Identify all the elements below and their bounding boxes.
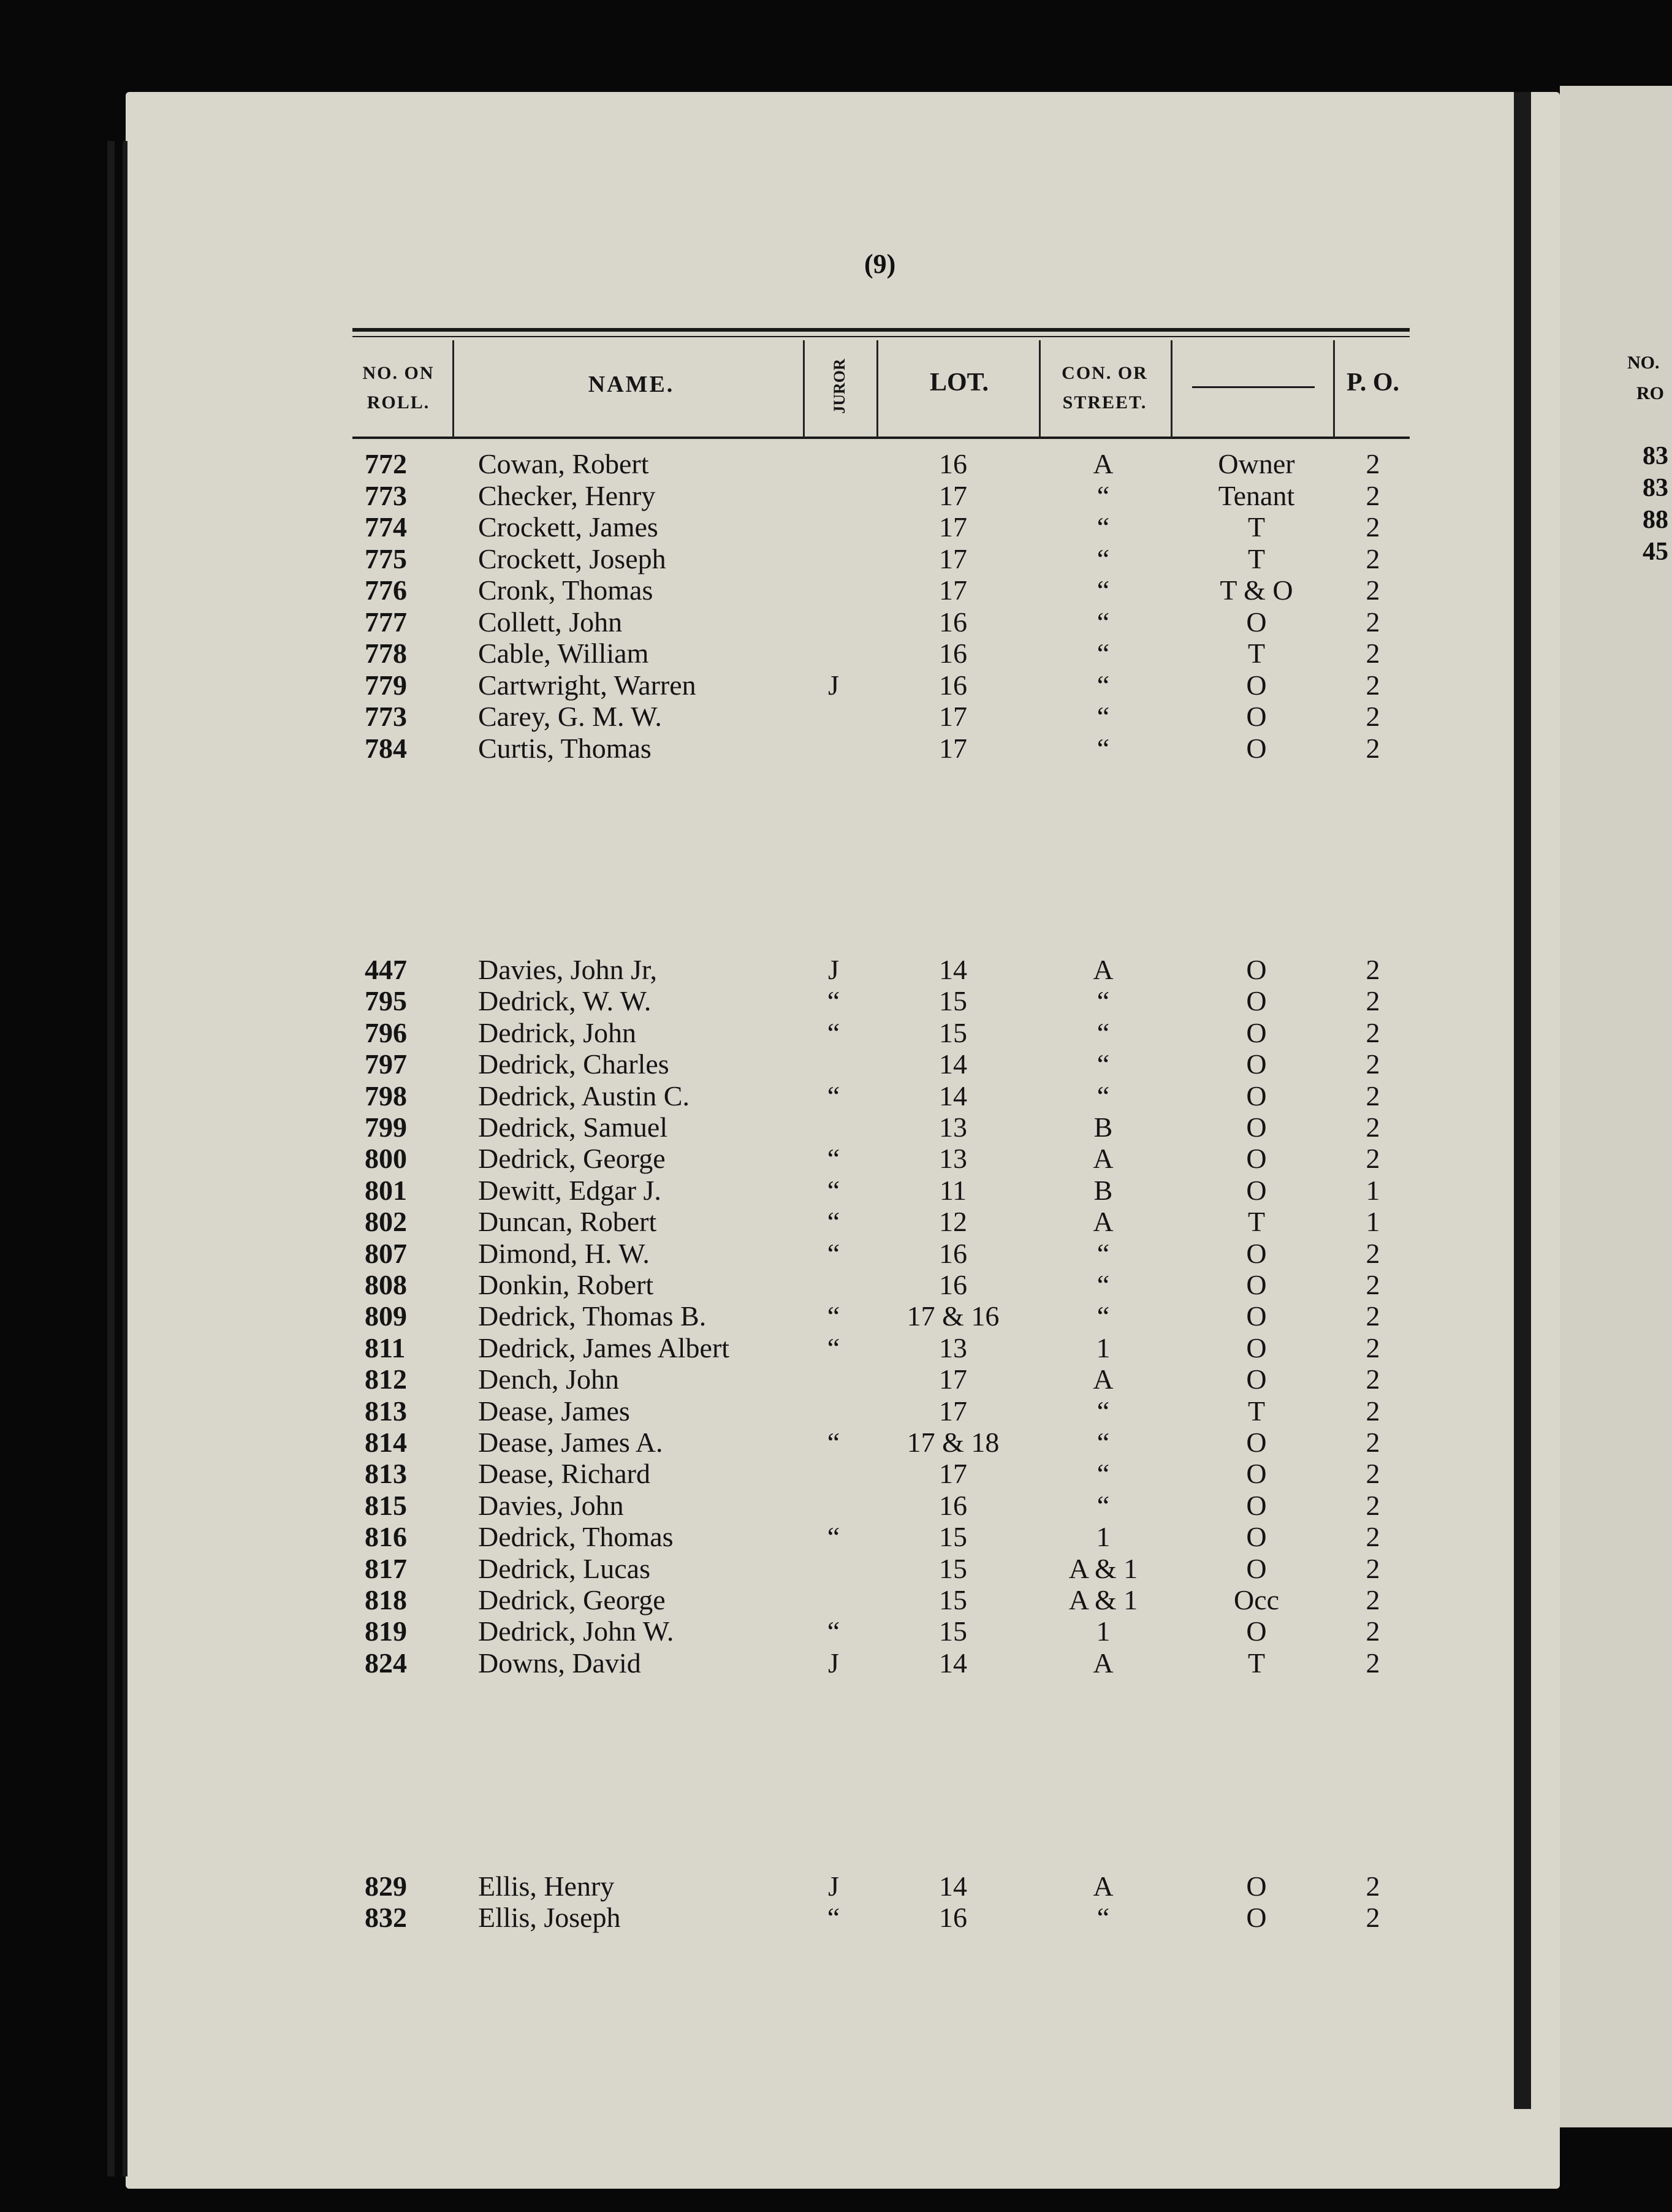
roll-entry-row: [0, 669, 1434, 701]
juror-mark: “: [827, 1615, 840, 1647]
juror-mark: “: [827, 1300, 840, 1332]
post-office: 2: [1366, 1395, 1380, 1427]
concession: “: [1096, 1300, 1110, 1332]
voter-name: Crockett, James: [478, 511, 658, 543]
occupancy: O: [1246, 1269, 1267, 1300]
concession: A: [1093, 1871, 1114, 1902]
concession: “: [1096, 638, 1110, 669]
post-office: 2: [1366, 1080, 1380, 1112]
occupancy: O: [1246, 732, 1267, 764]
concession: “: [1096, 1080, 1110, 1112]
occupancy: Owner: [1218, 448, 1295, 479]
concession: 1: [1096, 1521, 1111, 1553]
occupancy: O: [1246, 1016, 1267, 1048]
occupancy: O: [1246, 1489, 1267, 1521]
roll-number: 814: [365, 1427, 407, 1458]
roll-number: 819: [365, 1615, 407, 1647]
roll-entry-row: [0, 1457, 1434, 1489]
concession: 1: [1096, 1615, 1111, 1647]
roll-number: 813: [365, 1458, 407, 1490]
voter-name: Dedrick, Lucas: [478, 1552, 650, 1584]
concession: A: [1093, 1143, 1114, 1175]
concession: “: [1096, 574, 1110, 606]
concession: A: [1093, 1206, 1114, 1238]
roll-number: 784: [365, 732, 407, 764]
roll-number: 798: [365, 1080, 407, 1112]
concession: “: [1096, 511, 1110, 543]
juror-mark: “: [827, 1016, 840, 1048]
occupancy: O: [1246, 1237, 1267, 1269]
voter-name: Ellis, Henry: [478, 1871, 615, 1902]
lot-number: 17 & 16: [906, 1300, 1000, 1332]
concession: A & 1: [1068, 1552, 1138, 1584]
roll-entry-row: [0, 732, 1434, 764]
roll-entry-row: [0, 1901, 1434, 1933]
col-divider: [803, 340, 805, 438]
roll-entry-row: [0, 953, 1434, 985]
concession: “: [1096, 543, 1110, 574]
concession: B: [1093, 1174, 1113, 1206]
juror-mark: “: [827, 1206, 840, 1238]
post-office: 2: [1366, 1237, 1380, 1269]
juror-mark: “: [827, 1143, 840, 1175]
juror-mark: “: [827, 1427, 840, 1458]
occupancy: O: [1246, 701, 1267, 732]
roll-number: 812: [365, 1363, 407, 1395]
juror-mark: J: [828, 954, 839, 985]
lot-number: 15: [939, 985, 967, 1017]
voter-name: Dedrick, W. W.: [478, 985, 652, 1017]
occupancy: O: [1246, 1080, 1267, 1112]
voter-name: Dease, Richard: [478, 1458, 650, 1490]
occupancy: O: [1246, 1615, 1267, 1647]
voter-name: Dedrick, George: [478, 1584, 666, 1615]
roll-entry-row: [0, 479, 1434, 511]
post-office: 2: [1366, 954, 1380, 985]
voter-name: Dease, James A.: [478, 1427, 663, 1458]
header-lot: LOT.: [929, 368, 989, 397]
lot-number: 14: [939, 1048, 967, 1080]
roll-entry-row: [0, 1489, 1434, 1521]
post-office: 2: [1366, 511, 1380, 543]
lot-number: 16: [939, 669, 967, 701]
roll-entry-row: [0, 1520, 1434, 1552]
occupancy: O: [1246, 606, 1267, 638]
concession: A & 1: [1068, 1584, 1138, 1615]
post-office: 2: [1366, 701, 1380, 732]
voter-name: Carey, G. M. W.: [478, 701, 662, 732]
occupancy: O: [1246, 1363, 1267, 1395]
post-office: 2: [1366, 1584, 1380, 1615]
voter-name: Ellis, Joseph: [478, 1902, 621, 1933]
roll-entry-row: [0, 1048, 1434, 1080]
post-office: 2: [1366, 1143, 1380, 1175]
occupancy: T: [1247, 511, 1266, 543]
juror-mark: “: [827, 1332, 840, 1363]
lot-number: 14: [939, 1647, 967, 1679]
concession: “: [1096, 985, 1110, 1017]
voter-name: Cartwright, Warren: [478, 669, 696, 701]
roll-entry-row: [0, 637, 1434, 669]
post-office: 1: [1366, 1174, 1380, 1206]
roll-entry-row: [0, 511, 1434, 543]
voter-name: Duncan, Robert: [478, 1206, 657, 1238]
lot-number: 15: [939, 1615, 967, 1647]
voter-name: Dedrick, Thomas: [478, 1521, 674, 1553]
concession: “: [1096, 701, 1110, 732]
roll-entry-row: [0, 1552, 1434, 1584]
post-office: 2: [1366, 638, 1380, 669]
concession: A: [1093, 954, 1114, 985]
concession: A: [1093, 1363, 1114, 1395]
post-office: 2: [1366, 669, 1380, 701]
voter-name: Dimond, H. W.: [478, 1237, 650, 1269]
header-bottom-rule: [352, 437, 1410, 439]
lot-number: 17: [939, 543, 967, 574]
lot-number: 17: [939, 574, 967, 606]
roll-number: 779: [365, 669, 407, 701]
lot-number: 13: [939, 1112, 967, 1143]
header-juror: JUROR: [830, 359, 848, 414]
lot-number: 12: [939, 1206, 967, 1238]
roll-number: 777: [365, 606, 407, 638]
roll-entry-row: [0, 1300, 1434, 1332]
roll-number: 447: [365, 954, 407, 985]
col-divider: [452, 340, 454, 438]
voter-name: Cable, William: [478, 638, 649, 669]
concession: “: [1096, 1048, 1110, 1080]
occupancy: O: [1246, 1427, 1267, 1458]
lot-number: 15: [939, 1584, 967, 1615]
concession: “: [1096, 1016, 1110, 1048]
roll-number: 773: [365, 479, 407, 511]
roll-number: 815: [365, 1489, 407, 1521]
roll-number: 832: [365, 1902, 407, 1933]
roll-entry-row: [0, 985, 1434, 1016]
voter-name: Donkin, Robert: [478, 1269, 654, 1300]
roll-number: 802: [365, 1206, 407, 1238]
occupancy: O: [1246, 1174, 1267, 1206]
roll-entry-row: [0, 574, 1434, 606]
roll-entry-row: [0, 1584, 1434, 1615]
facing-roll-number: 83: [1643, 442, 1668, 470]
roll-number: 796: [365, 1016, 407, 1048]
post-office: 2: [1366, 1615, 1380, 1647]
concession: 1: [1096, 1332, 1111, 1363]
post-office: 2: [1366, 574, 1380, 606]
voter-name: Dedrick, Thomas B.: [478, 1300, 707, 1332]
roll-entry-row: [0, 606, 1434, 638]
lot-number: 16: [939, 606, 967, 638]
voter-name: Curtis, Thomas: [478, 732, 652, 764]
roll-number: 799: [365, 1112, 407, 1143]
occupancy: T: [1247, 543, 1266, 574]
lot-number: 13: [939, 1143, 967, 1175]
facing-header-ro: RO: [1636, 383, 1664, 403]
spine-shadow: [1514, 92, 1531, 2109]
lot-number: 17: [939, 1395, 967, 1427]
occupancy: O: [1246, 985, 1267, 1017]
roll-number: 801: [365, 1174, 407, 1206]
voter-name: Davies, John: [478, 1489, 624, 1521]
juror-mark: J: [828, 1647, 839, 1679]
voter-name: Dease, James: [478, 1395, 630, 1427]
concession: “: [1096, 1902, 1110, 1933]
lot-number: 16: [939, 638, 967, 669]
voter-name: Collett, John: [478, 606, 623, 638]
roll-number: 773: [365, 701, 407, 732]
occupancy: O: [1246, 1112, 1267, 1143]
lot-number: 11: [939, 1174, 967, 1206]
lot-number: 16: [939, 1489, 967, 1521]
roll-entry-row: [0, 1142, 1434, 1174]
concession: B: [1093, 1112, 1113, 1143]
occupancy: O: [1246, 1300, 1267, 1332]
concession: “: [1096, 1489, 1110, 1521]
roll-number: 829: [365, 1871, 407, 1902]
facing-roll-number: 83: [1643, 474, 1668, 502]
occupancy: T & O: [1220, 574, 1293, 606]
post-office: 1: [1366, 1206, 1380, 1238]
post-office: 2: [1366, 1458, 1380, 1490]
col-divider: [1039, 340, 1041, 438]
juror-mark: J: [828, 1871, 839, 1902]
voter-name: Dench, John: [478, 1363, 619, 1395]
post-office: 2: [1366, 479, 1380, 511]
roll-entry-row: [0, 1647, 1434, 1679]
juror-mark: “: [827, 1174, 840, 1206]
voter-name: Checker, Henry: [478, 479, 656, 511]
voter-name: Davies, John Jr,: [478, 954, 658, 985]
post-office: 2: [1366, 1269, 1380, 1300]
post-office: 2: [1366, 606, 1380, 638]
col-divider: [1333, 340, 1335, 438]
roll-number: 824: [365, 1647, 407, 1679]
roll-number: 797: [365, 1048, 407, 1080]
concession: “: [1096, 669, 1110, 701]
occupancy: T: [1247, 1206, 1266, 1238]
facing-header-no: NO.: [1627, 353, 1660, 373]
roll-number: 772: [365, 448, 407, 479]
voter-name: Dedrick, Samuel: [478, 1112, 668, 1143]
roll-number: 811: [365, 1332, 406, 1363]
post-office: 2: [1366, 1647, 1380, 1679]
concession: “: [1096, 1458, 1110, 1490]
post-office: 2: [1366, 732, 1380, 764]
roll-entry-row: [0, 1016, 1434, 1048]
juror-mark: “: [827, 985, 840, 1017]
concession: A: [1093, 1647, 1114, 1679]
roll-entry-row: [0, 1870, 1434, 1902]
post-office: 2: [1366, 1521, 1380, 1553]
lot-number: 17: [939, 732, 967, 764]
roll-number: 807: [365, 1237, 407, 1269]
post-office: 2: [1366, 985, 1380, 1017]
concession: “: [1096, 732, 1110, 764]
lot-number: 14: [939, 1871, 967, 1902]
occupancy: O: [1246, 1048, 1267, 1080]
post-office: 2: [1366, 1552, 1380, 1584]
header-occupancy-dash: [1192, 386, 1315, 388]
occupancy: T: [1247, 638, 1266, 669]
header-top-rule: [352, 328, 1410, 332]
roll-entry-row: [0, 1080, 1434, 1112]
roll-number: 816: [365, 1521, 407, 1553]
voter-name: Dedrick, James Albert: [478, 1332, 730, 1363]
facing-roll-number: 45: [1643, 538, 1668, 566]
concession: “: [1096, 1237, 1110, 1269]
lot-number: 16: [939, 1237, 967, 1269]
lot-number: 15: [939, 1016, 967, 1048]
occupancy: O: [1246, 1458, 1267, 1490]
col-divider: [876, 340, 878, 438]
header-con-or-street: CON. OR STREET.: [1062, 363, 1148, 413]
post-office: 2: [1366, 1300, 1380, 1332]
roll-number: 775: [365, 543, 407, 574]
voter-name: Cowan, Robert: [478, 448, 649, 479]
roll-number: 809: [365, 1300, 407, 1332]
voter-name: Cronk, Thomas: [478, 574, 653, 606]
lot-number: 17 & 18: [906, 1427, 1000, 1458]
header-name: NAME.: [588, 372, 675, 397]
roll-entry-row: [0, 1268, 1434, 1300]
roll-entry-row: [0, 1237, 1434, 1269]
juror-mark: “: [827, 1902, 840, 1933]
lot-number: 14: [939, 954, 967, 985]
post-office: 2: [1366, 1902, 1380, 1933]
post-office: 2: [1366, 1112, 1380, 1143]
occupancy: O: [1246, 669, 1267, 701]
col-divider: [1171, 340, 1172, 438]
roll-number: 795: [365, 985, 407, 1017]
post-office: 2: [1366, 1332, 1380, 1363]
lot-number: 17: [939, 479, 967, 511]
voter-name: Dedrick, George: [478, 1143, 666, 1175]
page-number: (9): [864, 249, 896, 279]
header-no-on-roll: NO. ON ROLL.: [362, 363, 435, 413]
voter-name: Dewitt, Edgar J.: [478, 1174, 661, 1206]
lot-number: 16: [939, 1902, 967, 1933]
post-office: 2: [1366, 1016, 1380, 1048]
occupancy: Occ: [1233, 1584, 1280, 1615]
concession: “: [1096, 479, 1110, 511]
roll-number: 800: [365, 1143, 407, 1175]
roll-number: 774: [365, 511, 407, 543]
lot-number: 17: [939, 701, 967, 732]
roll-number: 813: [365, 1395, 407, 1427]
lot-number: 15: [939, 1552, 967, 1584]
roll-entry-row: [0, 1174, 1434, 1206]
occupancy: T: [1247, 1395, 1266, 1427]
occupancy: O: [1246, 1521, 1267, 1553]
occupancy: Tenant: [1218, 479, 1295, 511]
lot-number: 17: [939, 1363, 967, 1395]
post-office: 2: [1366, 1489, 1380, 1521]
header-po: P. O.: [1347, 368, 1399, 397]
roll-entry-row: [0, 1395, 1434, 1427]
juror-mark: “: [827, 1237, 840, 1269]
roll-entry-row: [0, 1111, 1434, 1143]
lot-number: 17: [939, 511, 967, 543]
juror-mark: J: [828, 669, 839, 701]
roll-entry-row: [0, 700, 1434, 732]
voter-name: Dedrick, John: [478, 1016, 637, 1048]
lot-number: 17: [939, 1458, 967, 1490]
occupancy: O: [1246, 1332, 1267, 1363]
roll-number: 776: [365, 574, 407, 606]
header-top-rule-thin: [352, 336, 1410, 337]
post-office: 2: [1366, 1363, 1380, 1395]
occupancy: O: [1246, 1143, 1267, 1175]
roll-number: 808: [365, 1269, 407, 1300]
roll-entry-row: [0, 1426, 1434, 1458]
roll-entry-row: [0, 543, 1434, 574]
voter-name: Dedrick, Charles: [478, 1048, 669, 1080]
voter-name: Downs, David: [478, 1647, 641, 1679]
roll-entry-row: [0, 1205, 1434, 1237]
occupancy: O: [1246, 1552, 1267, 1584]
voter-name: Crockett, Joseph: [478, 543, 666, 574]
post-office: 2: [1366, 448, 1380, 479]
post-office: 2: [1366, 543, 1380, 574]
concession: A: [1093, 448, 1114, 479]
lot-number: 16: [939, 448, 967, 479]
lot-number: 14: [939, 1080, 967, 1112]
concession: “: [1096, 606, 1110, 638]
voter-name: Dedrick, Austin C.: [478, 1080, 690, 1112]
occupancy: O: [1246, 1871, 1267, 1902]
lot-number: 16: [939, 1269, 967, 1300]
juror-mark: “: [827, 1080, 840, 1112]
occupancy: T: [1247, 1647, 1266, 1679]
facing-roll-number: 88: [1643, 506, 1668, 534]
concession: “: [1096, 1269, 1110, 1300]
post-office: 2: [1366, 1871, 1380, 1902]
occupancy: O: [1246, 1902, 1267, 1933]
juror-mark: “: [827, 1521, 840, 1553]
roll-number: 818: [365, 1584, 407, 1615]
roll-number: 778: [365, 638, 407, 669]
voter-name: Dedrick, John W.: [478, 1615, 674, 1647]
concession: “: [1096, 1395, 1110, 1427]
lot-number: 15: [939, 1521, 967, 1553]
roll-number: 817: [365, 1552, 407, 1584]
occupancy: O: [1246, 954, 1267, 985]
roll-entry-row: [0, 1363, 1434, 1395]
roll-entry-row: [0, 448, 1434, 479]
roll-entry-row: [0, 1615, 1434, 1647]
roll-entry-row: [0, 1332, 1434, 1363]
post-office: 2: [1366, 1427, 1380, 1458]
concession: “: [1096, 1427, 1110, 1458]
lot-number: 13: [939, 1332, 967, 1363]
post-office: 2: [1366, 1048, 1380, 1080]
